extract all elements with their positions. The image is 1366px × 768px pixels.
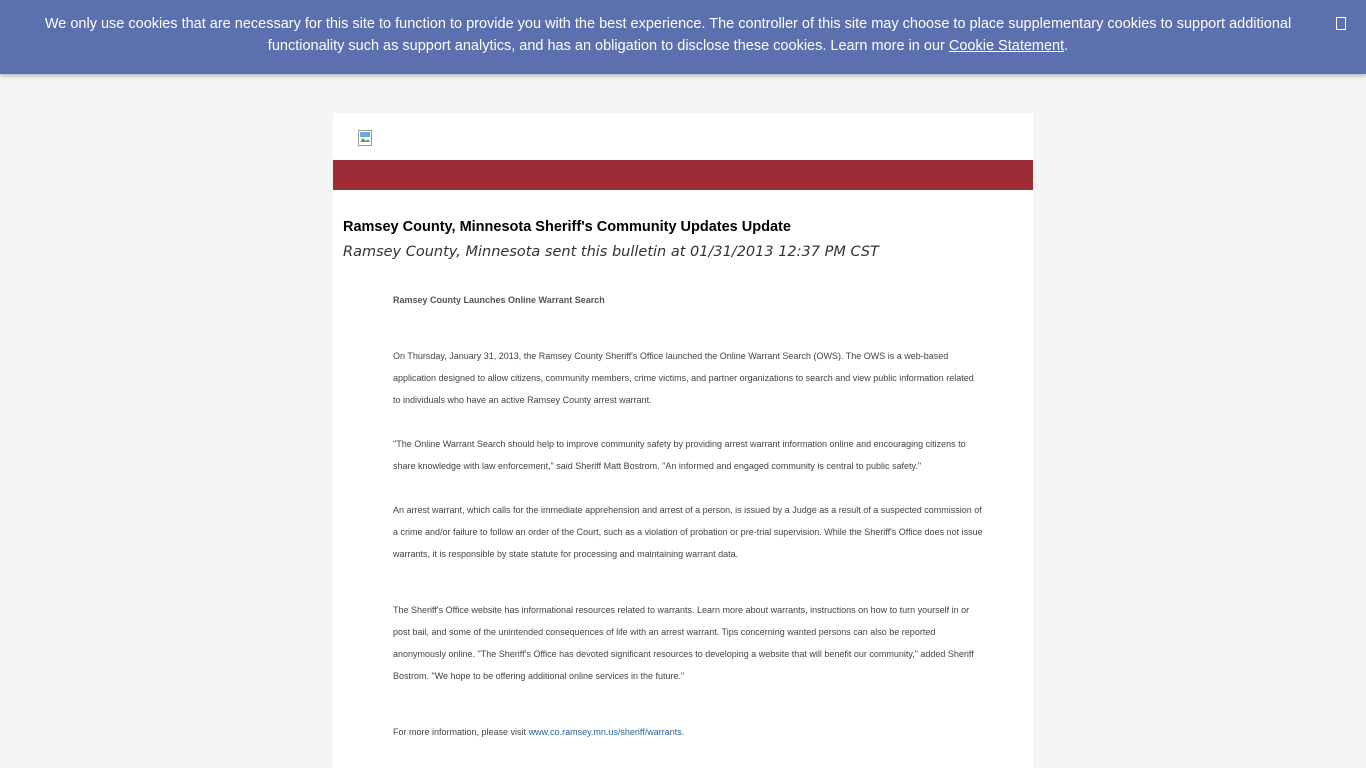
article-paragraph: On Thursday, January 31, 2013, the Ramsey County Sheriff's Office launched the Online Warrant Search (OWS). The OWS is a web-based application designed to allow citizens, community members, crime victims, and partner organizations to search and view public information related to individuals who have an active Ramsey County arrest warrant. bbox=[393, 351, 974, 405]
more-info-line bbox=[393, 721, 983, 743]
article-paragraph: The Sheriff's Office website has informational resources related to warrants. Learn more about warrants, instructions on how to turn yourself in or post bail, and some of the unintended consequences of life with an arrest warrant. Tips concerning wanted persons can also be reported anonymously online. "The Sheriff's Office has devoted significant resources to developing a website that will benefit our community," added Sheriff Bostrom. "We hope to be offering additional online services in the future." bbox=[393, 605, 974, 681]
bulletin-sent-line: Ramsey County, Minnesota sent this bulletin at 01/31/2013 12:37 PM CST bbox=[343, 244, 879, 260]
cookie-banner-text: We only use cookies that are necessary for this site to function to provide you with the best experience. The controller of this site may choose to place supplementary cookies to support additional functionality such as support analytics, and has an obligation to disclose these cookies. Learn more in our bbox=[44, 16, 1292, 54]
broken-image-icon bbox=[358, 130, 374, 146]
bulletin-header bbox=[333, 190, 1033, 261]
warrants-link[interactable]: www.co.ramsey.mn.us/sheriff/warrants bbox=[528, 727, 682, 737]
bulletin-page bbox=[333, 113, 1033, 768]
article-paragraph: An arrest warrant, which calls for the immediate apprehension and arrest of a person, is issued by a Judge as a result of a suspected commission of a crime and/or failure to follow an order of the Court, such as a violation of probation or pre-trial supervision. While the Sheriff's Office does not issue warrants, it is responsible by state statute for processing and maintaining warrant data. bbox=[393, 505, 983, 559]
article-body bbox=[393, 289, 983, 765]
cookie-banner-trailing: . bbox=[1064, 38, 1069, 54]
header-bar bbox=[333, 160, 1033, 190]
article-paragraph: "The Online Warrant Search should help to improve community safety by providing arrest warrant information online and encouraging citizens to share knowledge with law enforcement," said Sheriff Matt Bostrom. "An informed and engaged community is central to public safety." bbox=[393, 439, 966, 471]
article-title: Ramsey County Launches Online Warrant Search bbox=[393, 295, 605, 305]
logo-area bbox=[333, 113, 1033, 160]
more-info-suffix: . bbox=[681, 727, 685, 737]
close-icon[interactable] bbox=[1336, 17, 1346, 30]
cookie-statement-link[interactable]: Cookie Statement bbox=[948, 38, 1065, 54]
cookie-banner bbox=[0, 0, 1366, 74]
more-info-prefix: For more information, please visit bbox=[393, 727, 529, 737]
bulletin-title: Ramsey County, Minnesota Sheriff's Community Updates Update bbox=[343, 219, 791, 235]
